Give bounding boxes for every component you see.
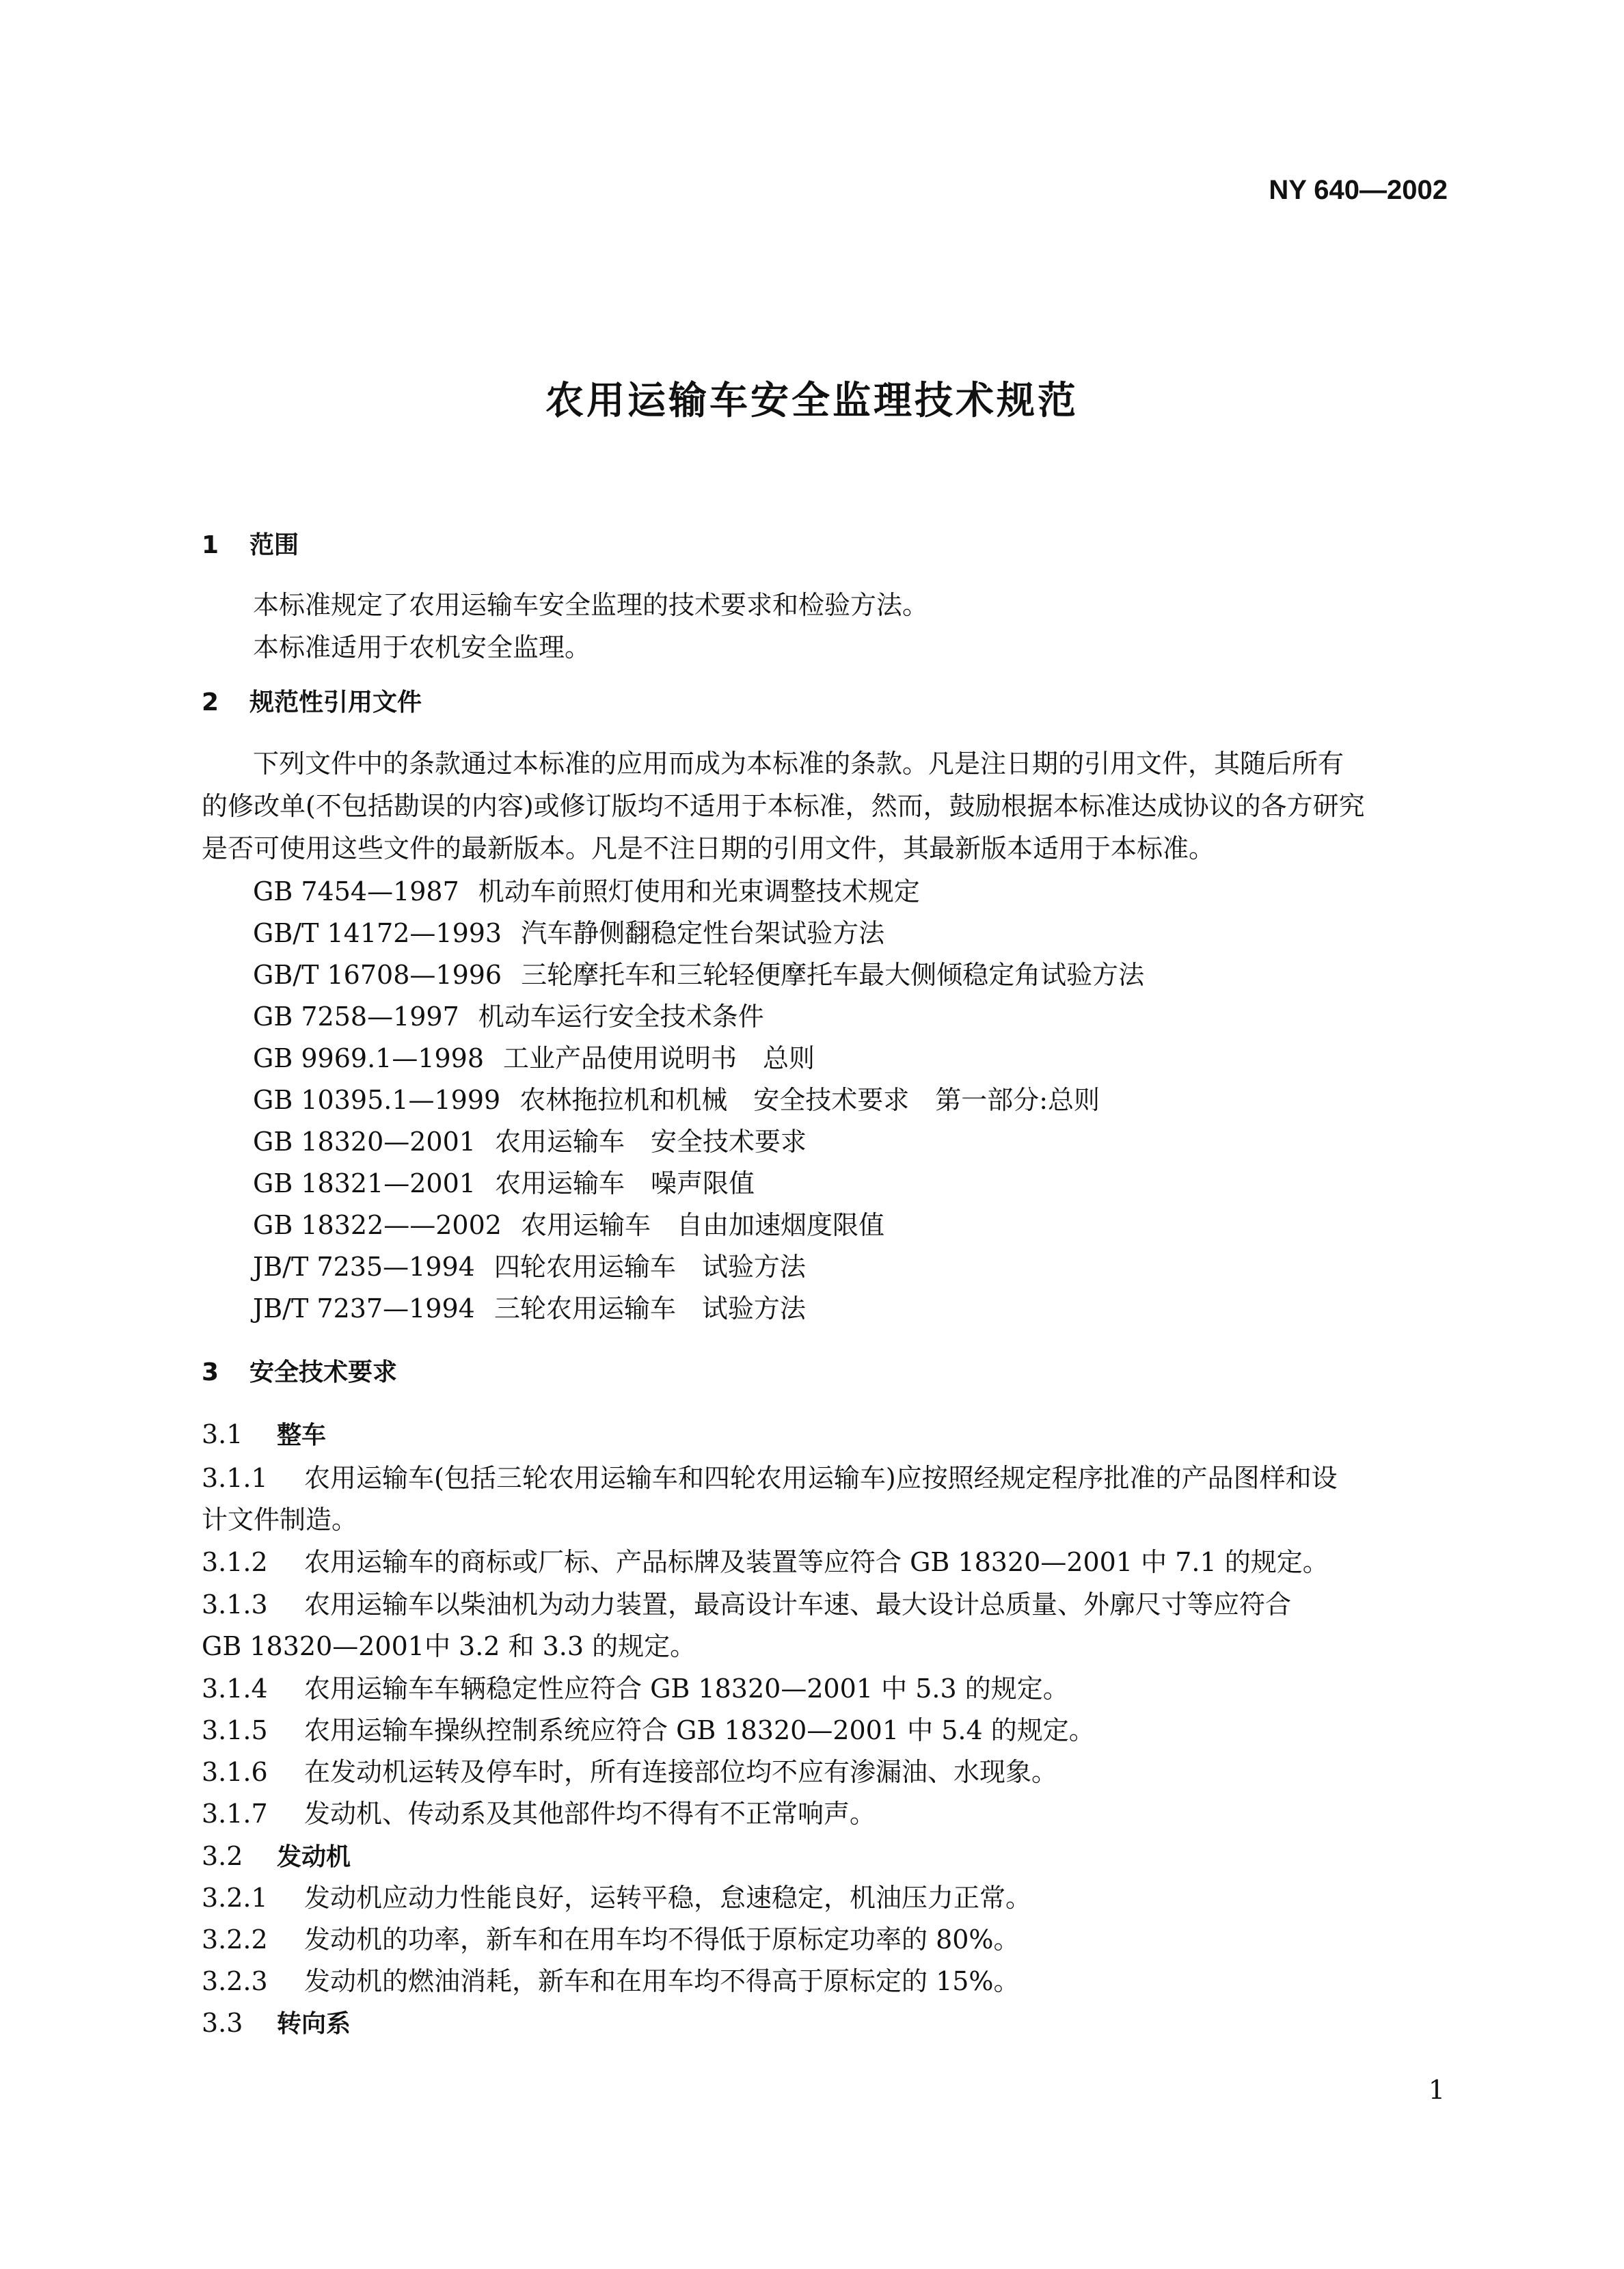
clause-number: 3.2.3 <box>202 1966 268 1996</box>
reference-code: GB 7258—1997 <box>253 1002 459 1032</box>
paragraph: 本标准适用于农机安全监理。 <box>253 632 591 662</box>
clause-number: 3.2.1 <box>202 1883 268 1913</box>
clause-text: 农用运输车的商标或厂标、产品标牌及装置等应符合 GB 18320—2001 中 7.1 的规定。 <box>304 1547 1329 1577</box>
reference-title: 三轮摩托车和三轮轻便摩托车最大侧倾稳定角试验方法 <box>521 960 1145 990</box>
clause <box>202 1549 1329 1575</box>
reference-code: GB 18322——2002 <box>253 1210 502 1240</box>
reference-code: GB 18321—2001 <box>253 1168 476 1198</box>
clause-number: 3.2.2 <box>202 1924 268 1955</box>
reference-code: GB 10395.1—1999 <box>253 1085 501 1115</box>
section-number: 1 <box>202 531 219 559</box>
clause-text: 农用运输车操纵控制系统应符合 GB 18320—2001 中 5.4 的规定。 <box>304 1715 1095 1745</box>
paragraph: 的修改单(不包括勘误的内容)或修订版均不适用于本标准，然而，鼓励根据本标准达成协议的各方研究 <box>202 791 1365 821</box>
subsection-3-3-heading <box>202 2010 351 2037</box>
clause-text: 发动机应动力性能良好，运转平稳，怠速稳定，机油压力正常。 <box>304 1883 1032 1913</box>
subsection-number: 3.3 <box>202 2008 243 2038</box>
subsection-title: 转向系 <box>277 2010 351 2038</box>
subsection-title: 整车 <box>277 1421 327 1449</box>
reference-item <box>253 1293 806 1324</box>
reference-code: GB/T 14172—1993 <box>253 918 502 948</box>
clause-text: 农用运输车以柴油机为动力装置，最高设计车速、最大设计总质量、外廓尺寸等应符合 <box>304 1589 1292 1620</box>
reference-title: 农用运输车 安全技术要求 <box>494 1127 807 1157</box>
clause-text: 农用运输车(包括三轮农用运输车和四轮农用运输车)应按照经规定程序批准的产品图样和设 <box>304 1463 1338 1493</box>
section-number: 2 <box>202 688 219 716</box>
reference-title: 机动车运行安全技术条件 <box>478 1002 764 1032</box>
clause <box>202 1589 1292 1620</box>
clause-continuation: 计文件制造。 <box>202 1505 358 1535</box>
clause-text: 发动机的燃油消耗，新车和在用车均不得高于原标定的 15%。 <box>304 1966 1020 1996</box>
clause <box>202 1676 1069 1702</box>
clause-continuation: GB 18320—2001中 3.2 和 3.3 的规定。 <box>202 1631 696 1661</box>
clause <box>202 1759 1057 1785</box>
section-title: 范围 <box>249 531 299 559</box>
clause <box>202 1885 1031 1911</box>
clause-number: 3.1.5 <box>202 1715 268 1745</box>
clause-number: 3.1.3 <box>202 1589 268 1620</box>
section-1-heading <box>202 533 299 558</box>
section-2-heading <box>202 690 422 715</box>
reference-item <box>253 1045 815 1071</box>
clause-text: 在发动机运转及停车时，所有连接部位均不应有渗漏油、水现象。 <box>304 1757 1058 1787</box>
clause <box>202 1968 1020 1994</box>
section-title: 安全技术要求 <box>249 1358 398 1386</box>
clause-text: 发动机、传动系及其他部件均不得有不正常响声。 <box>304 1799 876 1829</box>
section-title: 规范性引用文件 <box>249 688 422 716</box>
clause-number: 3.1.6 <box>202 1757 268 1787</box>
reference-item <box>253 1254 806 1280</box>
reference-item <box>253 962 1144 988</box>
reference-item <box>253 1170 755 1196</box>
reference-title: 三轮农用运输车 试验方法 <box>493 1293 806 1324</box>
clause <box>202 1924 1020 1955</box>
clause <box>202 1717 1095 1743</box>
reference-title: 农用运输车 噪声限值 <box>494 1168 755 1198</box>
subsection-number: 3.2 <box>202 1841 243 1871</box>
reference-item <box>253 1129 807 1155</box>
section-3-heading <box>202 1360 397 1385</box>
clause-number: 3.1.1 <box>202 1463 268 1493</box>
reference-item <box>253 1212 884 1238</box>
clause <box>202 1465 1338 1491</box>
clause-text: 农用运输车车辆稳定性应符合 GB 18320—2001 中 5.3 的规定。 <box>304 1674 1069 1704</box>
reference-item <box>253 876 920 907</box>
reference-code: JB/T 7237—1994 <box>253 1293 475 1324</box>
reference-code: GB 7454—1987 <box>253 876 459 907</box>
reference-code: GB 18320—2001 <box>253 1127 476 1157</box>
reference-item <box>253 1087 1100 1113</box>
reference-item <box>253 1004 764 1030</box>
reference-title: 工业产品使用说明书 总则 <box>503 1043 815 1073</box>
reference-title: 农林拖拉机和机械 安全技术要求 第一部分:总则 <box>519 1085 1100 1115</box>
reference-code: GB 9969.1—1998 <box>253 1043 485 1073</box>
reference-item <box>253 920 884 946</box>
reference-title: 四轮农用运输车 试验方法 <box>493 1252 806 1282</box>
section-number: 3 <box>202 1358 219 1386</box>
paragraph: 是否可使用这些文件的最新版本。凡是不注日期的引用文件，其最新版本适用于本标准。 <box>202 833 1215 863</box>
reference-title: 汽车静侧翻稳定性台架试验方法 <box>521 918 885 948</box>
reference-title: 农用运输车 自由加速烟度限值 <box>520 1210 884 1240</box>
subsection-title: 发动机 <box>277 1843 351 1871</box>
subsection-number: 3.1 <box>202 1419 243 1449</box>
subsection-3-1-heading <box>202 1421 326 1448</box>
clause-number: 3.1.7 <box>202 1799 268 1829</box>
paragraph: 本标准规定了农用运输车安全监理的技术要求和检验方法。 <box>253 590 929 620</box>
paragraph: 下列文件中的条款通过本标准的应用而成为本标准的条款。凡是注日期的引用文件，其随后所有 <box>253 749 1344 779</box>
subsection-3-2-heading <box>202 1843 351 1870</box>
clause-number: 3.1.2 <box>202 1547 268 1577</box>
clause <box>202 1801 876 1827</box>
reference-code: GB/T 16708—1996 <box>253 960 502 990</box>
document-code: NY 640—2002 <box>1269 175 1448 205</box>
clause-number: 3.1.4 <box>202 1674 268 1704</box>
reference-code: JB/T 7235—1994 <box>253 1252 475 1282</box>
page-number: 1 <box>1428 2075 1445 2105</box>
clause-text: 发动机的功率，新车和在用车均不得低于原标定功率的 80%。 <box>304 1924 1020 1955</box>
document-title: 农用运输车安全监理技术规范 <box>545 379 1079 423</box>
reference-title: 机动车前照灯使用和光束调整技术规定 <box>478 876 920 907</box>
